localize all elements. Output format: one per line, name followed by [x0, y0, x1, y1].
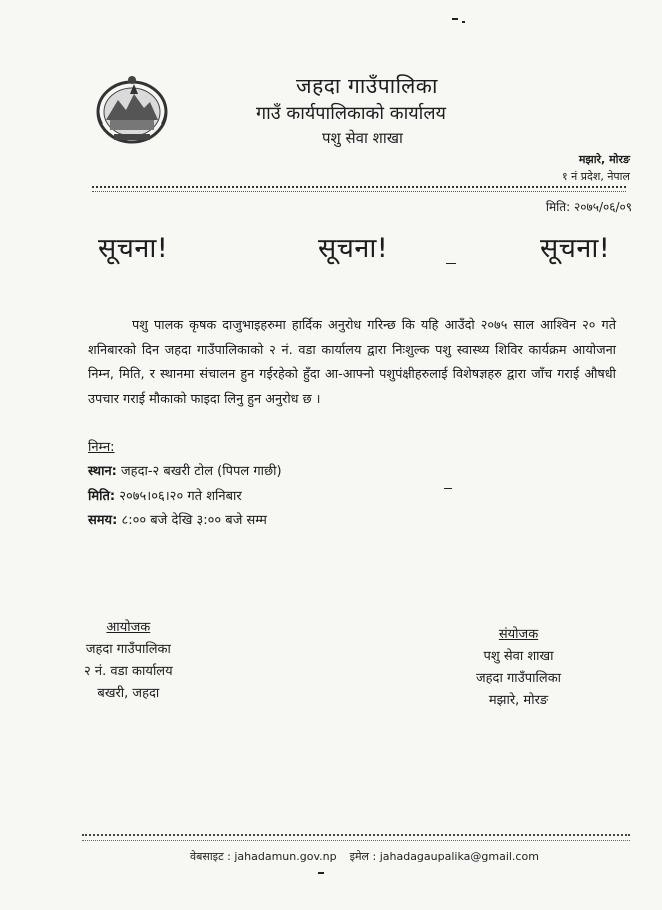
detail-time [88, 510, 267, 528]
office-title: गाउँ कार्यपालिकाको कार्यालय [256, 103, 446, 124]
scan-speck [446, 263, 456, 264]
details-heading: निम्न: [88, 440, 115, 455]
header-divider [92, 186, 626, 188]
footer-divider [82, 834, 630, 836]
scan-speck [452, 18, 458, 20]
letter-date: मिति: २०७५/०६/०९ [545, 200, 632, 214]
address-line-2: १ नं प्रदेश, नेपाल [561, 170, 630, 183]
coordinator-line-3: मझारे, मोरङ [488, 693, 549, 708]
scan-speck [318, 872, 324, 874]
coordinator-line-1: पशु सेवा शाखा [483, 649, 554, 664]
organizer-block [84, 617, 173, 705]
detail-date [88, 486, 242, 504]
notice-body: पशु पालक कृषक दाजुभाइहरुमा हार्दिक अनुरोध गरिन्छ कि यहि आउँदो २०७५ साल आश्विन २० गते शनिबारको दिन जहदा गाउँपालिकाको २ नं. वडा कार्यालय द्वारा निःशुल्क पशु स्वास्थ्य शिविर कार्यक्रम आयोजना निम्न, मिति, र स्थानमा संचालन हुन गईरहेको हुँदा आ-आफ्नो पशुपंक्षीहरुलाई विशेषज्ञहरु द्वारा जाँच गराई औषधी उपचार गराई मौकाको फाइदा लिनु हुन अनुरोध छ । [88, 318, 616, 407]
organizer-line-2: २ नं. वडा कार्यालय [84, 664, 173, 679]
email-link[interactable]: jahadagaupalika@gmail.com [379, 850, 539, 863]
place-label: स्थान: [88, 464, 117, 479]
address-line-1: मझारे, मोरङ [578, 153, 630, 166]
notice-heading-2: सूचना! [318, 233, 389, 264]
notice-heading-3: सूचना! [540, 233, 611, 264]
footer-divider-secondary [82, 840, 630, 841]
coordinator-block [476, 624, 561, 712]
time-value: ८:०० बजे देखि ३:०० बजे सम्म [121, 513, 267, 528]
organizer-line-3: बखरी, जहदा [97, 686, 160, 701]
time-label: समय: [88, 513, 118, 528]
website-link[interactable]: jahadamun.gov.np [234, 850, 337, 863]
scan-speck [462, 21, 465, 23]
notice-heading-1: सूचना! [98, 233, 169, 264]
organizer-role: आयोजक [106, 620, 151, 635]
email-label: इमेल : [349, 850, 377, 863]
municipality-title: जहदा गाउँपालिका [296, 74, 438, 98]
coordinator-line-2: जहदा गाउँपालिका [476, 671, 562, 686]
coordinator-role: संयोजक [498, 627, 539, 642]
detail-place [88, 461, 282, 479]
place-value: जहदा-२ बखरी टोल (पिपल गाछी) [121, 464, 282, 479]
website-label: वेबसाइट : [190, 850, 231, 863]
footer-contact [190, 849, 539, 864]
organizer-line-1: जहदा गाउँपालिका [85, 642, 171, 657]
branch-title: पशु सेवा शाखा [322, 129, 403, 147]
scan-speck [444, 488, 452, 489]
date-label: मिति: [88, 489, 116, 504]
nepal-emblem-icon [92, 72, 172, 144]
date-value: २०७५।०६।२० गते शनिबार [119, 489, 242, 504]
header-divider-secondary [92, 191, 626, 192]
